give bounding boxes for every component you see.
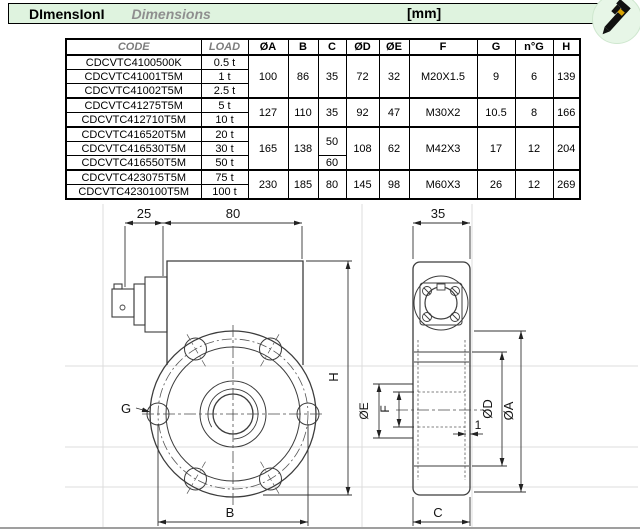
table-row <box>66 127 580 142</box>
dim-cell: 127 <box>248 98 288 127</box>
dim-label-35: 35 <box>430 206 446 221</box>
unit-label: [mm] <box>407 5 442 21</box>
dim-label-c: C <box>433 505 443 520</box>
dim-label-25: 25 <box>136 206 152 221</box>
code-cell: CDCVTC41001T5M <box>66 70 201 84</box>
dim-cell: 6 <box>515 55 553 98</box>
dimensions-table <box>65 38 581 200</box>
dim-cell: 269 <box>553 170 580 199</box>
dim-cell: 100 <box>248 55 288 98</box>
dim-label-h: H <box>326 372 341 382</box>
side-view-dimensions <box>373 223 526 526</box>
dim-cell: 10.5 <box>477 98 515 127</box>
dim-cell: 26 <box>477 170 515 199</box>
dim-cell: 60 <box>318 156 346 171</box>
dim-label-b: B <box>225 505 235 520</box>
dim-cell: 139 <box>553 55 580 98</box>
dim-cell: 110 <box>288 98 318 127</box>
code-cell: CDCVTC41275T5M <box>66 98 201 113</box>
dim-cell: 8 <box>515 98 553 127</box>
front-view <box>112 261 325 505</box>
code-cell: CDCVTC412710T5M <box>66 113 201 128</box>
dim-cell: 62 <box>379 127 409 170</box>
load-cell: 20 t <box>201 127 248 142</box>
load-cell: 0.5 t <box>201 55 248 70</box>
dim-cell: 92 <box>346 98 379 127</box>
dim-cell: 145 <box>346 170 379 199</box>
dim-cell: 9 <box>477 55 515 98</box>
dim-cell: 35 <box>318 98 346 127</box>
load-cell: 1 t <box>201 70 248 84</box>
code-cell: CDCVTC416530T5M <box>66 142 201 156</box>
table-row <box>66 98 580 113</box>
column-header: B <box>288 39 318 55</box>
dim-cell: 47 <box>379 98 409 127</box>
dim-cell: 50 <box>318 127 346 156</box>
dim-cell: 12 <box>515 170 553 199</box>
code-cell: CDCVTC423075T5M <box>66 170 201 185</box>
column-header: F <box>409 39 477 55</box>
dim-label-oa: ØA <box>501 401 516 421</box>
side-view-labels <box>357 206 516 520</box>
caliper-logo-icon <box>592 0 640 44</box>
dim-label-f: F <box>378 405 392 413</box>
side-view <box>396 262 484 495</box>
column-header: LOAD <box>201 39 248 55</box>
dim-cell: 166 <box>553 98 580 127</box>
dim-cell: 72 <box>346 55 379 98</box>
dim-cell: M30X2 <box>409 98 477 127</box>
table-row <box>66 170 580 185</box>
dim-cell: 108 <box>346 127 379 170</box>
page-subtitle: Dimensions <box>131 5 211 22</box>
column-header: G <box>477 39 515 55</box>
load-cell: 2.5 t <box>201 84 248 99</box>
dim-cell: 35 <box>318 55 346 98</box>
dim-cell: M20X1.5 <box>409 55 477 98</box>
dim-cell: 80 <box>318 170 346 199</box>
dim-label-80: 80 <box>225 206 241 221</box>
dim-cell: 32 <box>379 55 409 98</box>
dim-cell: 230 <box>248 170 288 199</box>
dim-cell: M60X3 <box>409 170 477 199</box>
dim-label-oe: ØE <box>357 402 371 420</box>
column-header: ØE <box>379 39 409 55</box>
dim-cell: 86 <box>288 55 318 98</box>
background-grid-lines <box>65 204 638 527</box>
dim-cell: 204 <box>553 127 580 170</box>
column-header: ØA <box>248 39 288 55</box>
dim-cell: 17 <box>477 127 515 170</box>
code-cell: CDCVTC416550T5M <box>66 156 201 171</box>
page-title: DImensIonI <box>29 5 105 22</box>
dim-cell: 165 <box>248 127 288 170</box>
code-cell: CDCVTC4230100T5M <box>66 185 201 200</box>
column-header: C <box>318 39 346 55</box>
code-cell: CDCVTC416520T5M <box>66 127 201 142</box>
column-header: ØD <box>346 39 379 55</box>
column-header: H <box>553 39 580 55</box>
dim-cell: 12 <box>515 127 553 170</box>
load-cell: 5 t <box>201 98 248 113</box>
dim-cell: 185 <box>288 170 318 199</box>
dim-cell: 138 <box>288 127 318 170</box>
column-header: CODE <box>66 39 201 55</box>
dim-label-1: 1 <box>474 418 482 432</box>
hole-label-g: G <box>121 401 132 416</box>
dim-cell: M42X3 <box>409 127 477 170</box>
code-cell: CDCVTC41002T5M <box>66 84 201 99</box>
technical-drawing <box>0 200 640 530</box>
load-cell: 100 t <box>201 185 248 200</box>
table-body <box>66 55 580 199</box>
code-cell: CDCVTC4100500K <box>66 55 201 70</box>
load-cell: 30 t <box>201 142 248 156</box>
caliper-icon <box>593 0 640 43</box>
table-header-row <box>66 39 580 55</box>
column-header: n°G <box>515 39 553 55</box>
dim-label-od: ØD <box>480 399 495 419</box>
load-cell: 50 t <box>201 156 248 171</box>
dim-cell: 98 <box>379 170 409 199</box>
load-cell: 10 t <box>201 113 248 128</box>
table-row <box>66 55 580 70</box>
section-header-bar <box>8 3 609 24</box>
load-cell: 75 t <box>201 170 248 185</box>
